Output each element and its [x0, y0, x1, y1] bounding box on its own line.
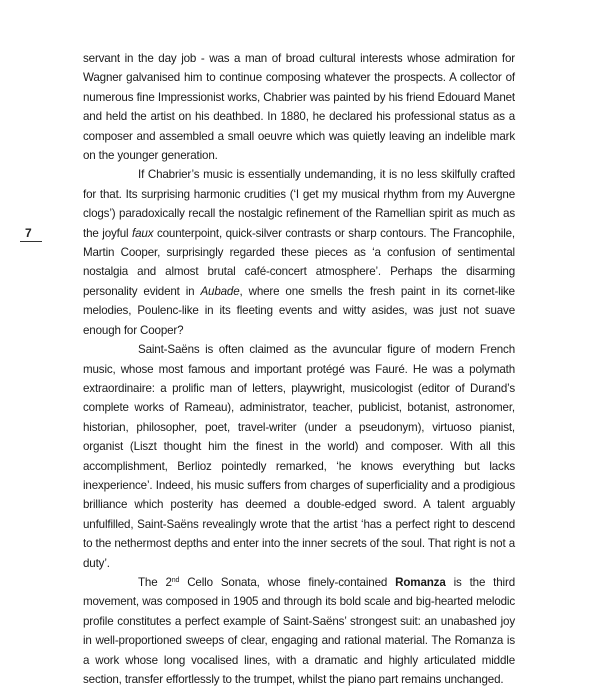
page-number-rule [20, 241, 42, 242]
paragraph-4-ordinal: nd [171, 576, 180, 584]
paragraph-2-text-a: If Chabrier’s music is essentially undemanding, it is no less skilfully crafted for that. Its surprising harmonic crudities (‘I get my musical rhythm from my Auvergne clogs’) paradoxically recall the nostalgic refinement of the Ramellian spirit as much as the joyful [83, 168, 515, 240]
paragraph-2-text-e: , where one smells the fresh paint in its cornet-like melodies, Poulenc-like in its fleeting events and witty asides, was just not suave enough for Cooper? [83, 284, 515, 337]
paragraph-4-bold-romanza: Romanza [395, 575, 446, 589]
paragraph-4 [83, 573, 515, 689]
paragraph-1: servant in the day job - was a man of broad cultural interests whose admiration for Wagner galvanised him to continue composing whatever the prospects. A collector of numerous fine Impressionist works, Chabrier was painted by his friend Edouard Manet and held the artist on his deathbed. In 1880, he declared his professional status as a composer and assembled a small oeuvre which was quietly leaving an indelible mark on the younger generation. [83, 52, 515, 163]
paragraph-4-text-a: The 2 [138, 575, 172, 589]
paragraph-4-text-c: is the third movement, was composed in 1905 and through its bold scale and big-hearted melodic profile constitutes a perfect example of Saint-Saëns’ strongest suit: an unabashed joy in well-proportioned sweeps of clear, engaging and rational material. The Romanza is a work whose long vocalised lines, with a dramatic and highly articulated middle section, transfer effortlessly to the trumpet, whilst the piano part remains unchanged. [83, 575, 515, 686]
paragraph-3: Saint-Saëns is often claimed as the avuncular figure of modern French music, whose most famous and important protégé was Fauré. He was a polymath extraordinaire: a prolific man of letters, playwright, musicologist (editor of Durand’s complete works of Rameau), administrator, teacher, publicist, botanist, astronomer, historian, philosopher, poet, travel-writer (under a pseudonym), virtuoso pianist, organist (Liszt thought him the finest in the world) and composer. With all this accomplishment, Berlioz pointedly remarked, ‘he knows everything but lacks inexperience’. Indeed, his music suffers from charges of superficiality and a prodigious brilliance which posterity has deemed a double-edged sword. A talent arguably unfulfilled, Saint-Saëns revealingly wrote that the artist ‘has a perfect right to descend to the nethermost depths and enter into the inner secrets of the soul. That right is not a duty’. [83, 343, 515, 570]
paragraph-4-text-b: Cello Sonata, whose finely-contained [179, 575, 396, 589]
paragraph-2-italic-aubade: Aubade [200, 284, 240, 298]
page-number: 7 [25, 226, 32, 240]
paragraph-2 [83, 165, 515, 340]
paragraph-2-text-c: counterpoint, quick-silver contrasts or sharp contours. The Francophile, Martin Cooper, surprisingly regarded these pieces as ‘a confusion of sentimental nostalgia and almost brutal café-concert atmosphere’. Perhaps the disarming personality evident in [83, 226, 515, 298]
paragraph-2-italic-faux: faux [132, 226, 154, 240]
body-text [83, 49, 515, 689]
